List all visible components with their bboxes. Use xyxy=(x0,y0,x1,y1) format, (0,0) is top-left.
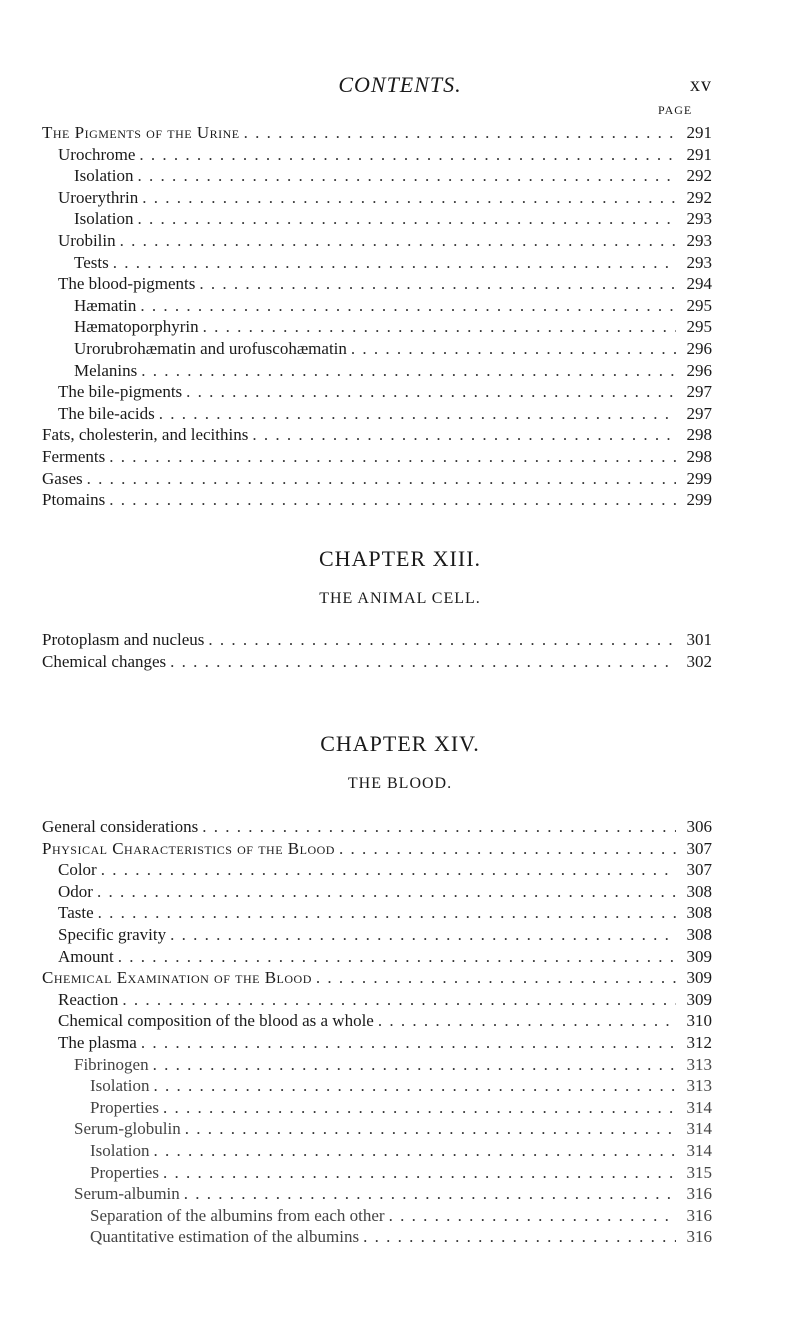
toc-entry-title: Urobilin xyxy=(58,230,116,250)
toc-entry-page: 316 xyxy=(686,1227,712,1247)
chapter-13-subtitle: THE ANIMAL CELL. xyxy=(319,590,481,607)
toc-section-animal-cell xyxy=(42,629,712,672)
dot-leader xyxy=(142,187,676,209)
toc-entry-title: Odor xyxy=(58,881,93,901)
dot-leader xyxy=(163,1162,676,1184)
toc-entry-page: 308 xyxy=(686,881,712,901)
dot-leader xyxy=(154,1075,677,1097)
toc-entry xyxy=(42,859,712,881)
toc-entry-page: 309 xyxy=(686,989,712,1009)
toc-entry-title: Separation of the albumins from each other xyxy=(90,1205,385,1225)
toc-entry-page: 313 xyxy=(686,1054,712,1074)
toc-entry xyxy=(42,1205,712,1227)
toc-entry xyxy=(42,1226,712,1248)
toc-entry-title: Isolation xyxy=(90,1076,150,1096)
toc-entry-page: 316 xyxy=(686,1184,712,1204)
toc-entry-page: 309 xyxy=(686,946,712,966)
dot-leader xyxy=(138,208,677,230)
dot-leader xyxy=(199,273,676,295)
chapter-14-subtitle: THE BLOOD. xyxy=(347,775,453,792)
toc-entry-page: 298 xyxy=(686,425,712,445)
toc-entry-page: 302 xyxy=(686,651,712,671)
toc-entry-page: 314 xyxy=(686,1097,712,1117)
toc-entry xyxy=(42,295,712,317)
dot-leader xyxy=(97,881,676,903)
toc-entry xyxy=(42,1054,712,1076)
toc-entry xyxy=(42,489,712,511)
toc-entry-title: General considerations xyxy=(42,817,199,836)
toc-entry-page: 299 xyxy=(686,468,712,488)
dot-leader xyxy=(153,1054,676,1076)
toc-entry-page: 292 xyxy=(686,166,712,186)
toc-entry-title: Urorubrohæmatin and urofuscohæmatin xyxy=(74,338,347,358)
dot-leader xyxy=(154,1140,677,1162)
toc-entry-page: 293 xyxy=(686,230,712,250)
toc-entry-title: Hæmatoporphyrin xyxy=(74,317,199,337)
toc-entry-page: 291 xyxy=(686,144,712,164)
toc-entry-page: 314 xyxy=(686,1140,712,1160)
toc-section-pigments xyxy=(42,122,712,511)
dot-leader xyxy=(339,838,676,860)
dot-leader xyxy=(389,1205,676,1227)
dot-leader xyxy=(109,489,676,511)
toc-entry xyxy=(42,338,712,360)
toc-entry-page: 301 xyxy=(686,630,712,649)
toc-entry-page: 314 xyxy=(686,1119,712,1139)
toc-entry xyxy=(42,989,712,1011)
toc-entry-title: Serum-globulin xyxy=(74,1119,181,1139)
dot-leader xyxy=(159,403,676,425)
page-title: CONTENTS. xyxy=(338,72,462,97)
dot-leader xyxy=(87,468,676,490)
toc-entry xyxy=(42,1140,712,1162)
page-column-label: PAGE xyxy=(658,103,693,117)
dot-leader xyxy=(141,1032,676,1054)
toc-entry xyxy=(42,1162,712,1184)
toc-entry-title: Uroerythrin xyxy=(58,187,139,207)
toc-entry-title: The Pigments of the Urine xyxy=(42,123,240,142)
toc-entry-page: 291 xyxy=(686,123,712,142)
toc-entry-title: Gases xyxy=(42,468,83,488)
toc-entry xyxy=(42,144,712,166)
toc-entry xyxy=(42,838,712,860)
toc-entry xyxy=(42,446,712,468)
toc-entry xyxy=(42,881,712,903)
toc-entry xyxy=(42,967,712,989)
toc-entry-page: 308 xyxy=(686,903,712,923)
toc-entry xyxy=(42,122,712,144)
dot-leader xyxy=(252,424,676,446)
dot-leader xyxy=(170,651,676,673)
toc-entry-title: Chemical changes xyxy=(42,651,167,671)
dot-leader xyxy=(208,629,676,651)
toc-entry-page: 296 xyxy=(686,338,712,358)
toc-entry xyxy=(42,651,712,673)
toc-entry-title: Chemical composition of the blood as a whole xyxy=(58,1011,374,1031)
dot-leader xyxy=(98,902,676,924)
toc-entry xyxy=(42,902,712,924)
dot-leader xyxy=(244,122,676,144)
toc-entry-page: 316 xyxy=(686,1205,712,1225)
toc-entry xyxy=(42,187,712,209)
dot-leader xyxy=(118,946,676,968)
toc-entry-title: Reaction xyxy=(58,989,119,1009)
toc-entry-page: 293 xyxy=(686,209,712,229)
toc-entry-title: Isolation xyxy=(74,166,134,186)
toc-entry-title: Serum-albumin xyxy=(74,1184,180,1204)
toc-entry-title: The bile-pigments xyxy=(58,382,183,402)
toc-entry-page: 297 xyxy=(686,382,712,402)
toc-entry xyxy=(42,360,712,382)
toc-entry-title: Fats, cholesterin, and lecithins xyxy=(42,425,249,445)
dot-leader xyxy=(202,816,676,838)
toc-entry xyxy=(42,165,712,187)
toc-entry xyxy=(42,1183,712,1205)
toc-entry-title: Color xyxy=(58,860,97,880)
toc-entry-page: 293 xyxy=(686,252,712,272)
dot-leader xyxy=(184,1183,676,1205)
toc-entry-title: Properties xyxy=(90,1097,159,1117)
dot-leader xyxy=(140,295,676,317)
dot-leader xyxy=(120,230,676,252)
dot-leader xyxy=(139,144,676,166)
toc-entry xyxy=(42,273,712,295)
dot-leader xyxy=(113,252,676,274)
toc-entry-title: Quantitative estimation of the albumins xyxy=(90,1227,360,1247)
dot-leader xyxy=(351,338,676,360)
toc-section-blood xyxy=(42,816,712,1248)
toc-entry-title: Fibrinogen xyxy=(74,1054,149,1074)
toc-entry-title: Chemical Examination of the Blood xyxy=(42,968,312,988)
toc-entry xyxy=(42,252,712,274)
toc-entry xyxy=(42,1032,712,1054)
toc-entry xyxy=(42,1075,712,1097)
toc-entry xyxy=(42,468,712,490)
toc-entry xyxy=(42,230,712,252)
toc-entry-title: Taste xyxy=(58,903,94,923)
toc-entry-title: Isolation xyxy=(74,209,134,229)
toc-entry xyxy=(42,629,712,651)
toc-entry-page: 312 xyxy=(686,1032,712,1052)
toc-entry-page: 309 xyxy=(686,968,712,988)
toc-entry-title: The bile-acids xyxy=(58,403,155,423)
toc-entry-page: 307 xyxy=(686,860,712,880)
toc-entry-page: 295 xyxy=(686,317,712,337)
toc-entry-title: Ptomains xyxy=(42,490,106,510)
toc-entry xyxy=(42,946,712,968)
dot-leader xyxy=(378,1010,676,1032)
dot-leader xyxy=(101,859,676,881)
toc-entry-title: Hæmatin xyxy=(74,295,137,315)
toc-entry-title: Physical Characteristics of the Blood xyxy=(42,838,335,858)
toc-entry-page: 315 xyxy=(686,1162,712,1182)
toc-entry xyxy=(42,208,712,230)
toc-entry-page: 306 xyxy=(686,817,712,836)
toc-entry-page: 298 xyxy=(686,446,712,466)
toc-entry-page: 296 xyxy=(686,360,712,380)
toc-entry-title: Tests xyxy=(74,252,109,272)
toc-entry xyxy=(42,1097,712,1119)
dot-leader xyxy=(138,165,677,187)
toc-entry-page: 308 xyxy=(686,924,712,944)
toc-entry-page: 295 xyxy=(686,295,712,315)
toc-entry-page: 307 xyxy=(686,838,712,858)
toc-entry-page: 313 xyxy=(686,1076,712,1096)
dot-leader xyxy=(163,1097,676,1119)
chapter-13-heading: CHAPTER XIII. xyxy=(318,546,482,571)
toc-entry xyxy=(42,816,712,838)
toc-entry xyxy=(42,424,712,446)
toc-entry-title: Protoplasm and nucleus xyxy=(42,630,205,649)
toc-entry-page: 297 xyxy=(686,403,712,423)
toc-entry-title: Urochrome xyxy=(58,144,136,164)
dot-leader xyxy=(109,446,676,468)
toc-entry xyxy=(42,924,712,946)
dot-leader xyxy=(141,360,676,382)
toc-entry xyxy=(42,1010,712,1032)
toc-entry-page: 299 xyxy=(686,490,712,510)
toc-entry-title: Properties xyxy=(90,1162,159,1182)
dot-leader xyxy=(316,967,676,989)
dot-leader xyxy=(203,316,676,338)
toc-entry-title: Isolation xyxy=(90,1140,150,1160)
toc-entry-title: The blood-pigments xyxy=(58,274,196,294)
dot-leader xyxy=(122,989,676,1011)
dot-leader xyxy=(185,1118,676,1140)
toc-entry-title: Ferments xyxy=(42,446,106,466)
toc-entry-page: 310 xyxy=(686,1011,712,1031)
toc-entry-title: Amount xyxy=(58,946,114,966)
dot-leader xyxy=(186,381,676,403)
toc-entry xyxy=(42,1118,712,1140)
toc-entry-page: 292 xyxy=(686,187,712,207)
toc-entry xyxy=(42,403,712,425)
toc-entry xyxy=(42,316,712,338)
dot-leader xyxy=(363,1226,676,1248)
toc-entry xyxy=(42,381,712,403)
page-numeral: xv xyxy=(690,74,712,96)
toc-entry-title: Melanins xyxy=(74,360,138,380)
toc-entry-page: 294 xyxy=(686,274,712,294)
dot-leader xyxy=(170,924,676,946)
chapter-14-heading: CHAPTER XIV. xyxy=(320,731,480,756)
toc-entry-title: The plasma xyxy=(58,1032,137,1052)
toc-entry-title: Specific gravity xyxy=(58,924,167,944)
